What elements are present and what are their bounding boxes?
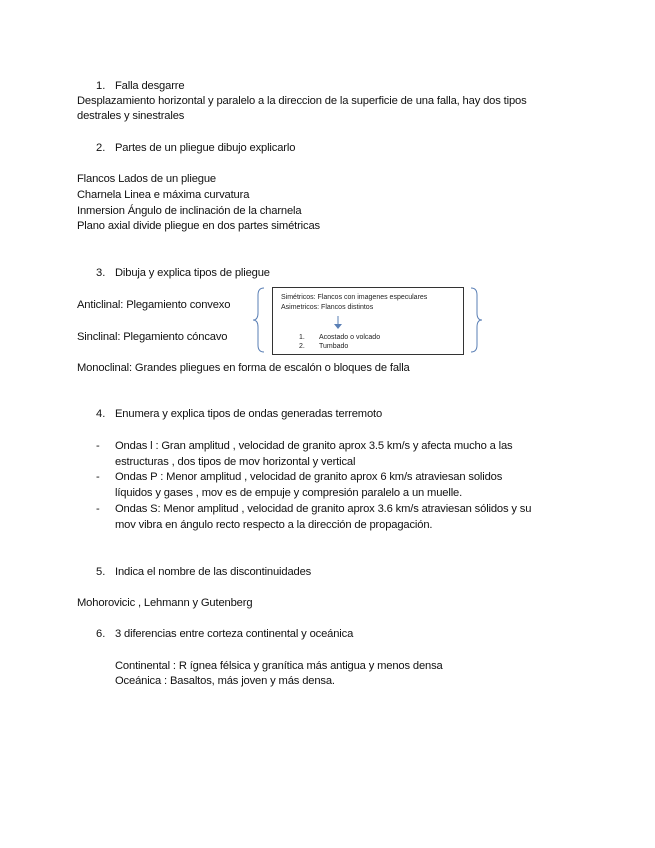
q6-continental: Continental : R ígnea félsica y granítica más antigua y menos densa <box>115 660 443 672</box>
q5-answer: Mohorovicic , Lehmann y Gutenberg <box>77 597 253 609</box>
diagram-asimetricos: Asimetricos: Flancos distintos <box>281 304 374 311</box>
right-brace-icon <box>469 287 483 353</box>
q6-title: 3 diferencias entre corteza continental y oceánica <box>115 628 354 640</box>
q3-title: Dibuja y explica tipos de pliegue <box>115 267 270 279</box>
q1-number: 1. <box>96 80 106 92</box>
diagram-sub2-number: 2. <box>299 343 305 350</box>
fold-types-diagram <box>272 287 464 355</box>
q1-answer-line1: Desplazamiento horizontal y paralelo a la direccion de la superficie de una falla, hay dos tipos <box>77 95 527 107</box>
q4-bullet-dash: - <box>96 440 100 452</box>
q4-ondas-l-line2: estructuras , dos tipos de mov horizontal y vertical <box>115 456 356 468</box>
diagram-sub1: Acostado o volcado <box>319 334 381 341</box>
q6-oceanica: Oceánica : Basaltos, más joven y más densa. <box>115 675 335 687</box>
q4-ondas-p-line2: líquidos y gases , mov es de empuje y compresión paralelo a un muelle. <box>115 487 463 499</box>
q2-title: Partes de un pliegue dibujo explicarlo <box>115 142 296 154</box>
diagram-sub1-number: 1. <box>299 334 305 341</box>
q2-item-charnela: Charnela Linea e máxima curvatura <box>77 189 250 201</box>
q4-number: 4. <box>96 408 106 420</box>
q5-title: Indica el nombre de las discontinuidades <box>115 566 312 578</box>
q4-ondas-s-line1: Ondas S: Menor amplitud , velocidad de granito aprox 3.6 km/s atraviesan sólidos y su <box>115 503 532 515</box>
q4-bullet-dash: - <box>96 503 100 515</box>
q4-bullet-dash: - <box>96 471 100 483</box>
q1-title: Falla desgarre <box>115 80 185 92</box>
q4-ondas-l-line1: Ondas l : Gran amplitud , velocidad de granito aprox 3.5 km/s y afecta mucho a las <box>115 440 513 452</box>
q2-item-plano-axial: Plano axial divide pliegue en dos partes simétricas <box>77 220 320 232</box>
q2-item-inmersion: Inmersion Ángulo de inclinación de la charnela <box>77 205 302 217</box>
diagram-sub2: Tumbado <box>319 343 349 350</box>
q3-number: 3. <box>96 267 106 279</box>
q3-monoclinal: Monoclinal: Grandes pliegues en forma de escalón o bloques de falla <box>77 362 410 374</box>
q2-item-flancos: Flancos Lados de un pliegue <box>77 173 217 185</box>
q2-number: 2. <box>96 142 106 154</box>
q1-answer-line2: destrales y sinestrales <box>77 110 185 122</box>
q3-anticlinal: Anticlinal: Plegamiento convexo <box>77 299 231 311</box>
down-arrow-icon <box>333 316 343 330</box>
q5-number: 5. <box>96 566 106 578</box>
q3-sinclinal: Sinclinal: Plegamiento cóncavo <box>77 331 228 343</box>
q4-ondas-s-line2: mov vibra en ángulo recto respecto a la dirección de propagación. <box>115 519 433 531</box>
q6-number: 6. <box>96 628 106 640</box>
diagram-simetricos: Simétricos: Flancos con imagenes especulares <box>281 294 428 301</box>
left-brace-icon <box>252 287 266 353</box>
q4-ondas-p-line1: Ondas P : Menor amplitud , velocidad de granito aprox 6 km/s atraviesan solidos <box>115 471 503 483</box>
q4-title: Enumera y explica tipos de ondas generadas terremoto <box>115 408 383 420</box>
